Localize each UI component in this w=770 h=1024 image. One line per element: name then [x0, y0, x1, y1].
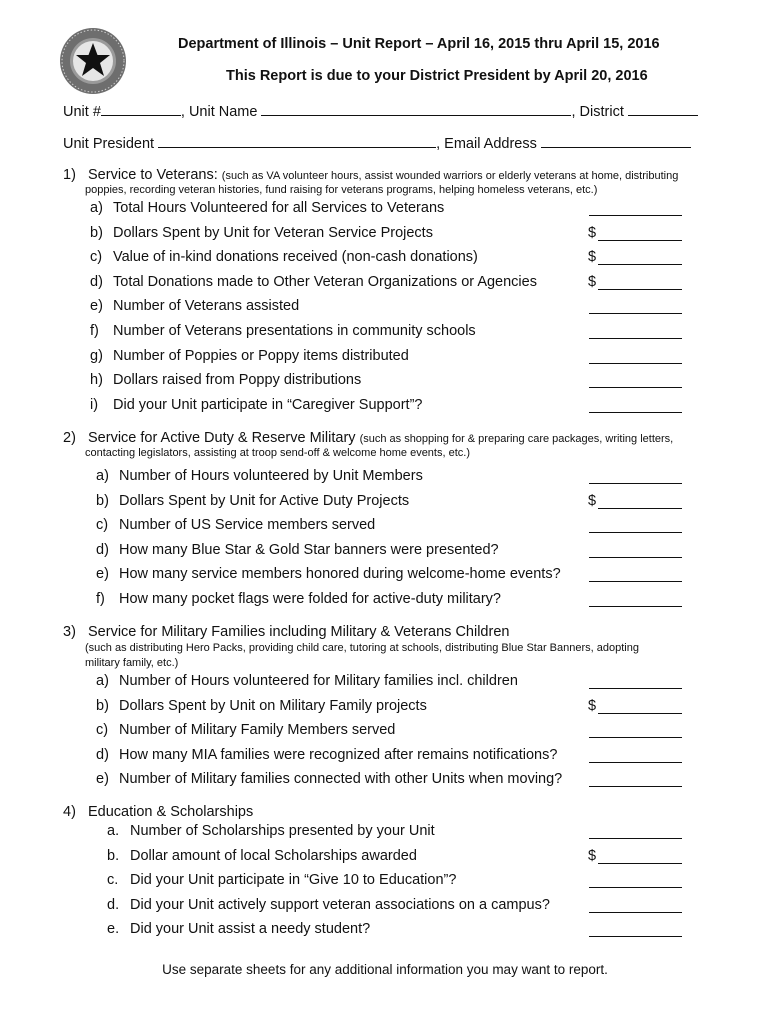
question-item: [0, 274, 770, 294]
question-text: How many service members honored during welcome-home events?: [119, 566, 561, 582]
section-note-continued: poppies, recording veteran histories, fund raising for veterans programs, helping homeless veterans, etc.): [85, 184, 598, 196]
question-text: Number of Veterans assisted: [113, 298, 300, 314]
answer-field[interactable]: [589, 593, 682, 607]
section-2-heading: [63, 430, 673, 446]
dollar-sign: $: [588, 698, 597, 714]
section-title: Education & Scholarships: [88, 804, 254, 820]
question-marker: c): [90, 249, 103, 265]
section-number: 4): [63, 804, 76, 820]
unit-president-label: Unit President: [63, 136, 155, 152]
question-marker: a.: [107, 823, 120, 839]
question-text: How many pocket flags were folded for active-duty military?: [119, 591, 501, 607]
answer-field[interactable]: [589, 899, 682, 913]
unit-number-field[interactable]: [101, 102, 181, 116]
answer-field[interactable]: [589, 374, 682, 388]
unit-name-field[interactable]: [261, 102, 571, 116]
question-item: [0, 771, 770, 791]
answer-field[interactable]: [589, 568, 682, 582]
question-marker: e.: [107, 921, 120, 937]
question-text: Number of US Service members served: [119, 517, 376, 533]
question-text: Dollars Spent by Unit for Veteran Service Projects: [113, 225, 433, 241]
question-text: Number of Hours volunteered for Military families incl. children: [119, 673, 518, 689]
section-4-heading: [63, 804, 253, 820]
answer-field[interactable]: [589, 923, 682, 937]
question-marker: a): [96, 468, 109, 484]
question-text: Total Donations made to Other Veteran Organizations or Agencies: [113, 274, 537, 290]
answer-field[interactable]: [589, 825, 682, 839]
dollar-sign: $: [588, 493, 597, 509]
question-marker: d): [96, 542, 109, 558]
answer-field[interactable]: [589, 519, 682, 533]
answer-field[interactable]: [589, 773, 682, 787]
answer-field[interactable]: [589, 874, 682, 888]
question-item: [0, 298, 770, 318]
question-marker: g): [90, 348, 103, 364]
question-text: Did your Unit assist a needy student?: [130, 921, 371, 937]
question-marker: e): [96, 566, 109, 582]
district-field[interactable]: [628, 102, 698, 116]
question-marker: e): [96, 771, 109, 787]
answer-field[interactable]: [598, 276, 682, 290]
unit-info-row: [63, 102, 698, 120]
question-text: Dollars Spent by Unit on Military Family projects: [119, 698, 427, 714]
question-item: [0, 722, 770, 742]
report-title: Department of Illinois – Unit Report – April 16, 2015 thru April 15, 2016: [178, 36, 660, 52]
question-item: [0, 673, 770, 693]
question-marker: c.: [107, 872, 119, 888]
question-marker: c): [96, 722, 109, 738]
question-text: How many Blue Star & Gold Star banners were presented?: [119, 542, 499, 558]
question-marker: b): [90, 225, 103, 241]
dollar-sign: $: [588, 274, 597, 290]
answer-field[interactable]: [589, 350, 682, 364]
section-note: (such as distributing Hero Packs, providing child care, tutoring at schools, distributing Blue Star Banners, adopting: [85, 642, 639, 654]
unit-name-label: , Unit Name: [180, 104, 258, 120]
section-title: Service for Active Duty & Reserve Military: [88, 430, 356, 446]
question-marker: f): [90, 323, 99, 339]
section-title: Service for Military Families including Military & Veterans Children: [88, 624, 510, 640]
question-marker: h): [90, 372, 103, 388]
question-item: [0, 591, 770, 611]
question-text: Dollars raised from Poppy distributions: [113, 372, 362, 388]
answer-field[interactable]: [598, 495, 682, 509]
answer-field[interactable]: [598, 700, 682, 714]
question-text: Did your Unit actively support veteran associations on a campus?: [130, 897, 550, 913]
question-text: Dollars Spent by Unit for Active Duty Projects: [119, 493, 410, 509]
question-text: Dollar amount of local Scholarships awarded: [130, 848, 417, 864]
answer-field[interactable]: [598, 227, 682, 241]
question-item: [0, 848, 770, 868]
question-marker: f): [96, 591, 105, 607]
answer-field[interactable]: [589, 202, 682, 216]
question-item: [0, 493, 770, 513]
section-note: (such as VA volunteer hours, assist wounded warriors or elderly veterans at home, distributing: [221, 170, 679, 182]
question-text: Number of Military Family Members served: [119, 722, 396, 738]
question-item: [0, 872, 770, 892]
question-marker: c): [96, 517, 109, 533]
section-title: Service to Veterans:: [88, 167, 218, 183]
question-marker: b): [96, 493, 109, 509]
president-info-row: [63, 134, 691, 152]
question-marker: d): [90, 274, 103, 290]
district-label: , District: [571, 104, 624, 120]
question-item: [0, 517, 770, 537]
footer-note: Use separate sheets for any additional information you may want to report.: [162, 962, 608, 977]
question-text: Value of in-kind donations received (non-cash donations): [113, 249, 478, 265]
question-item: [0, 897, 770, 917]
question-marker: a): [96, 673, 109, 689]
dollar-sign: $: [588, 848, 597, 864]
answer-field[interactable]: [589, 399, 682, 413]
answer-field[interactable]: [589, 300, 682, 314]
question-text: Number of Military families connected with other Units when moving?: [119, 771, 563, 787]
question-item: [0, 397, 770, 417]
question-marker: d.: [107, 897, 120, 913]
section-1-heading: [63, 167, 678, 183]
question-item: [0, 566, 770, 586]
question-item: [0, 698, 770, 718]
question-marker: e): [90, 298, 103, 314]
answer-field[interactable]: [589, 325, 682, 339]
answer-field[interactable]: [589, 724, 682, 738]
dollar-sign: $: [588, 249, 597, 265]
question-text: Number of Scholarships presented by your Unit: [130, 823, 435, 839]
question-text: Did your Unit participate in “Give 10 to Education”?: [130, 872, 457, 888]
unit-number-label: Unit #: [63, 104, 101, 120]
email-field[interactable]: [541, 134, 691, 148]
american-legion-auxiliary-emblem-icon: [58, 26, 128, 96]
question-item: [0, 200, 770, 220]
question-item: [0, 747, 770, 767]
section-note-continued: contacting legislators, assisting at troop send-off & welcome home events, etc.): [85, 447, 470, 459]
question-item: [0, 372, 770, 392]
unit-president-field[interactable]: [158, 134, 436, 148]
report-due-subtitle: This Report is due to your District President by April 20, 2016: [226, 68, 648, 84]
question-text: Did your Unit participate in “Caregiver Support”?: [113, 397, 423, 413]
question-item: [0, 225, 770, 245]
answer-field[interactable]: [598, 251, 682, 265]
section-note: (such as shopping for & preparing care packages, writing letters,: [359, 433, 674, 445]
question-item: [0, 921, 770, 941]
section-3-heading: [63, 624, 509, 640]
question-item: [0, 823, 770, 843]
section-number: 3): [63, 624, 76, 640]
answer-field[interactable]: [598, 850, 682, 864]
question-text: Number of Veterans presentations in community schools: [113, 323, 476, 339]
section-number: 1): [63, 167, 76, 183]
question-item: [0, 249, 770, 269]
question-item: [0, 468, 770, 488]
answer-field[interactable]: [589, 470, 682, 484]
question-marker: a): [90, 200, 103, 216]
question-text: How many MIA families were recognized after remains notifications?: [119, 747, 558, 763]
answer-field[interactable]: [589, 544, 682, 558]
question-text: Number of Poppies or Poppy items distributed: [113, 348, 409, 364]
section-number: 2): [63, 430, 76, 446]
question-marker: d): [96, 747, 109, 763]
question-item: [0, 348, 770, 368]
question-item: [0, 542, 770, 562]
answer-field[interactable]: [589, 749, 682, 763]
question-text: Total Hours Volunteered for all Services to Veterans: [113, 200, 445, 216]
question-marker: b): [96, 698, 109, 714]
answer-field[interactable]: [589, 675, 682, 689]
question-item: [0, 323, 770, 343]
question-marker: i): [90, 397, 99, 413]
question-text: Number of Hours volunteered by Unit Members: [119, 468, 423, 484]
email-label: , Email Address: [436, 136, 537, 152]
dollar-sign: $: [588, 225, 597, 241]
section-note-continued: military family, etc.): [85, 657, 179, 669]
question-marker: b.: [107, 848, 120, 864]
